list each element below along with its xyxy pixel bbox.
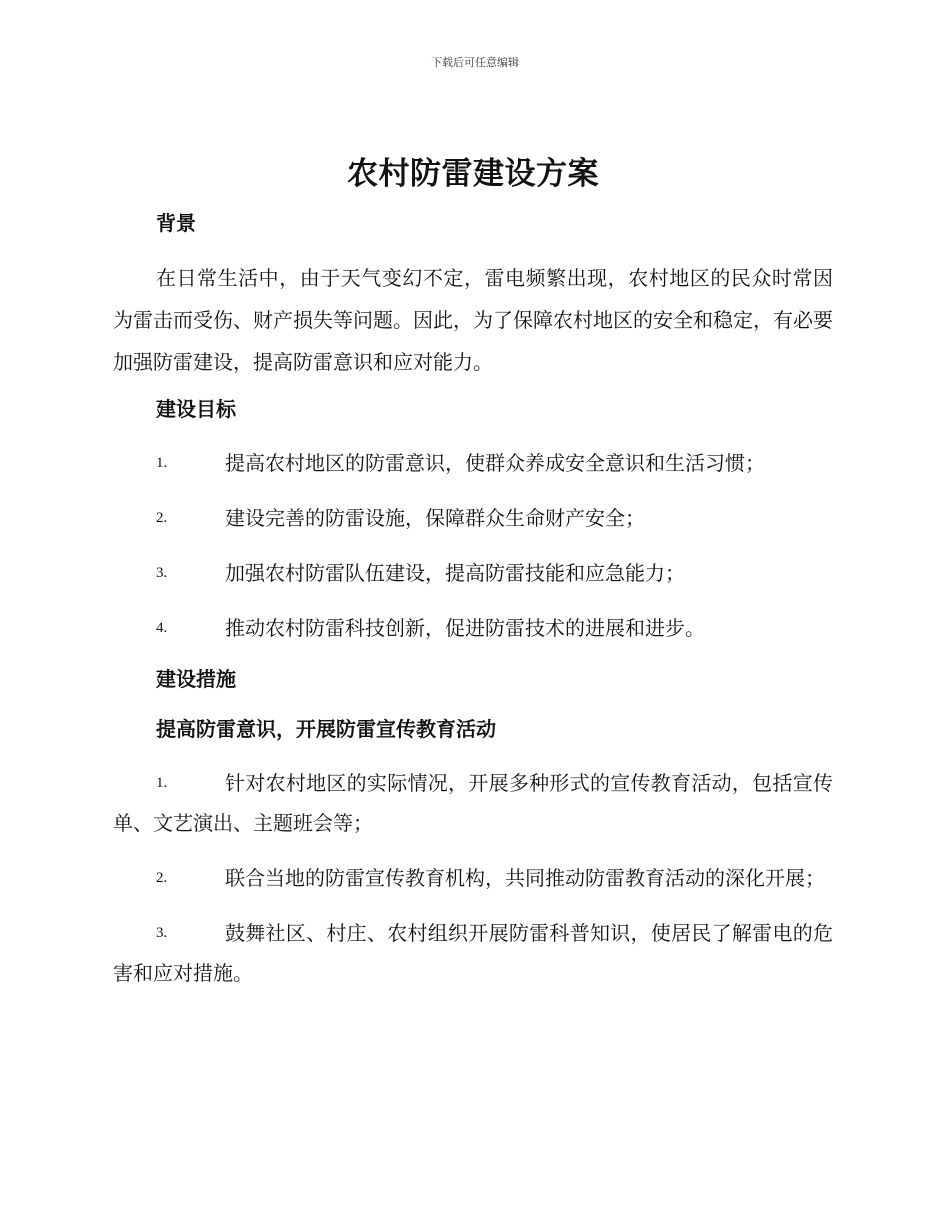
list-number: 1. — [156, 455, 168, 471]
document-body — [113, 148, 833, 1008]
list-text: 鼓舞社区、村庄、农村组织开展防雷科普知识，使居民了解雷电的危害和应对措施。 — [113, 921, 833, 985]
subheading-awareness: 提高防雷意识，开展防雷宣传教育活动 — [156, 717, 496, 741]
list-number: 3. — [156, 565, 168, 581]
document-title: 农村防雷建设方案 — [347, 156, 599, 192]
list-number: 1. — [156, 775, 168, 791]
list-text: 推动农村防雷科技创新，促进防雷技术的进展和进步。 — [225, 616, 705, 640]
list-text: 提高农村地区的防雷意识，使群众养成安全意识和生活习惯； — [225, 451, 765, 475]
list-number: 3. — [156, 925, 168, 941]
heading-measures: 建设措施 — [156, 667, 236, 691]
list-number: 4. — [156, 620, 168, 636]
goal-item — [113, 553, 833, 593]
goal-item — [113, 498, 833, 538]
header-note: 下载后可任意编辑 — [431, 56, 519, 69]
list-text: 针对农村地区的实际情况，开展多种形式的宣传教育活动，包括宣传单、文艺演出、主题班会等； — [113, 771, 833, 835]
background-paragraph: 在日常生活中，由于天气变幻不定，雷电频繁出现，农村地区的民众时常因为雷击而受伤、财产损失等问题。因此，为了保障农村地区的安全和稳定，有必要加强防雷建设，提高防雷意识和应对能力。 — [113, 266, 833, 374]
list-text: 建设完善的防雷设施，保障群众生命财产安全； — [225, 506, 645, 530]
list-number: 2. — [156, 870, 168, 886]
measure-item — [113, 858, 833, 898]
measure-item — [113, 913, 833, 993]
list-text: 联合当地的防雷宣传教育机构，共同推动防雷教育活动的深化开展； — [225, 866, 825, 890]
measure-item — [113, 763, 833, 843]
list-number: 2. — [156, 510, 168, 526]
goal-item — [113, 443, 833, 483]
goal-item — [113, 608, 833, 648]
heading-goals: 建设目标 — [156, 397, 236, 421]
list-text: 加强农村防雷队伍建设，提高防雷技能和应急能力； — [225, 561, 685, 585]
heading-background: 背景 — [156, 211, 196, 235]
